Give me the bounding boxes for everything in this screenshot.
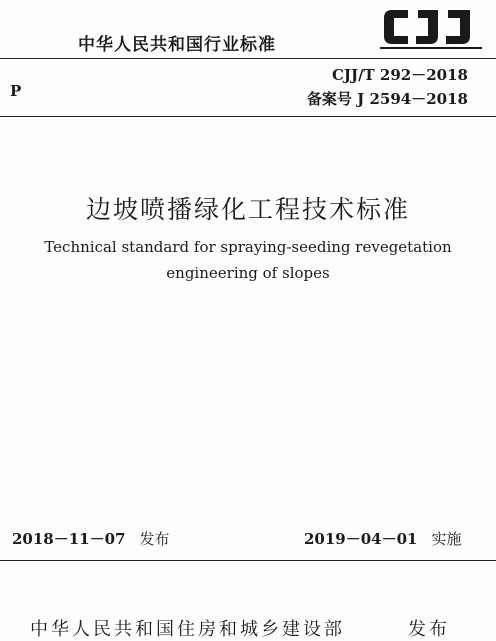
standard-number: CJJ/T 292－2018 — [331, 66, 468, 84]
issue-label: 发布 — [408, 619, 450, 640]
category-letter: P — [10, 82, 22, 100]
implement-label: 实施 — [431, 530, 462, 548]
implement-date-row — [304, 528, 462, 549]
chinese-title: 边坡喷播绿化工程技术标准 — [85, 195, 410, 224]
publish-date-row — [12, 528, 170, 549]
record-number — [307, 88, 468, 109]
issuing-authority: 中华人民共和国住房和城乡建设部 — [30, 619, 345, 640]
english-title-line-2: engineering of slopes — [166, 264, 330, 282]
publish-label: 发布 — [139, 530, 170, 548]
implement-date: 2019－04－01 — [304, 530, 418, 548]
industry-standard-heading: 中华人民共和国行业标准 — [78, 35, 276, 55]
record-number-value: J 2594－2018 — [357, 90, 468, 108]
subheader-rule — [0, 116, 496, 117]
publish-date: 2018－11－07 — [12, 530, 126, 548]
header-rule — [0, 58, 496, 59]
footer-rule — [0, 560, 496, 561]
cjj-logo — [378, 2, 484, 50]
english-title-line-1: Technical standard for spraying-seeding revegetation — [44, 238, 452, 256]
record-number-label: 备案号 — [306, 90, 352, 108]
